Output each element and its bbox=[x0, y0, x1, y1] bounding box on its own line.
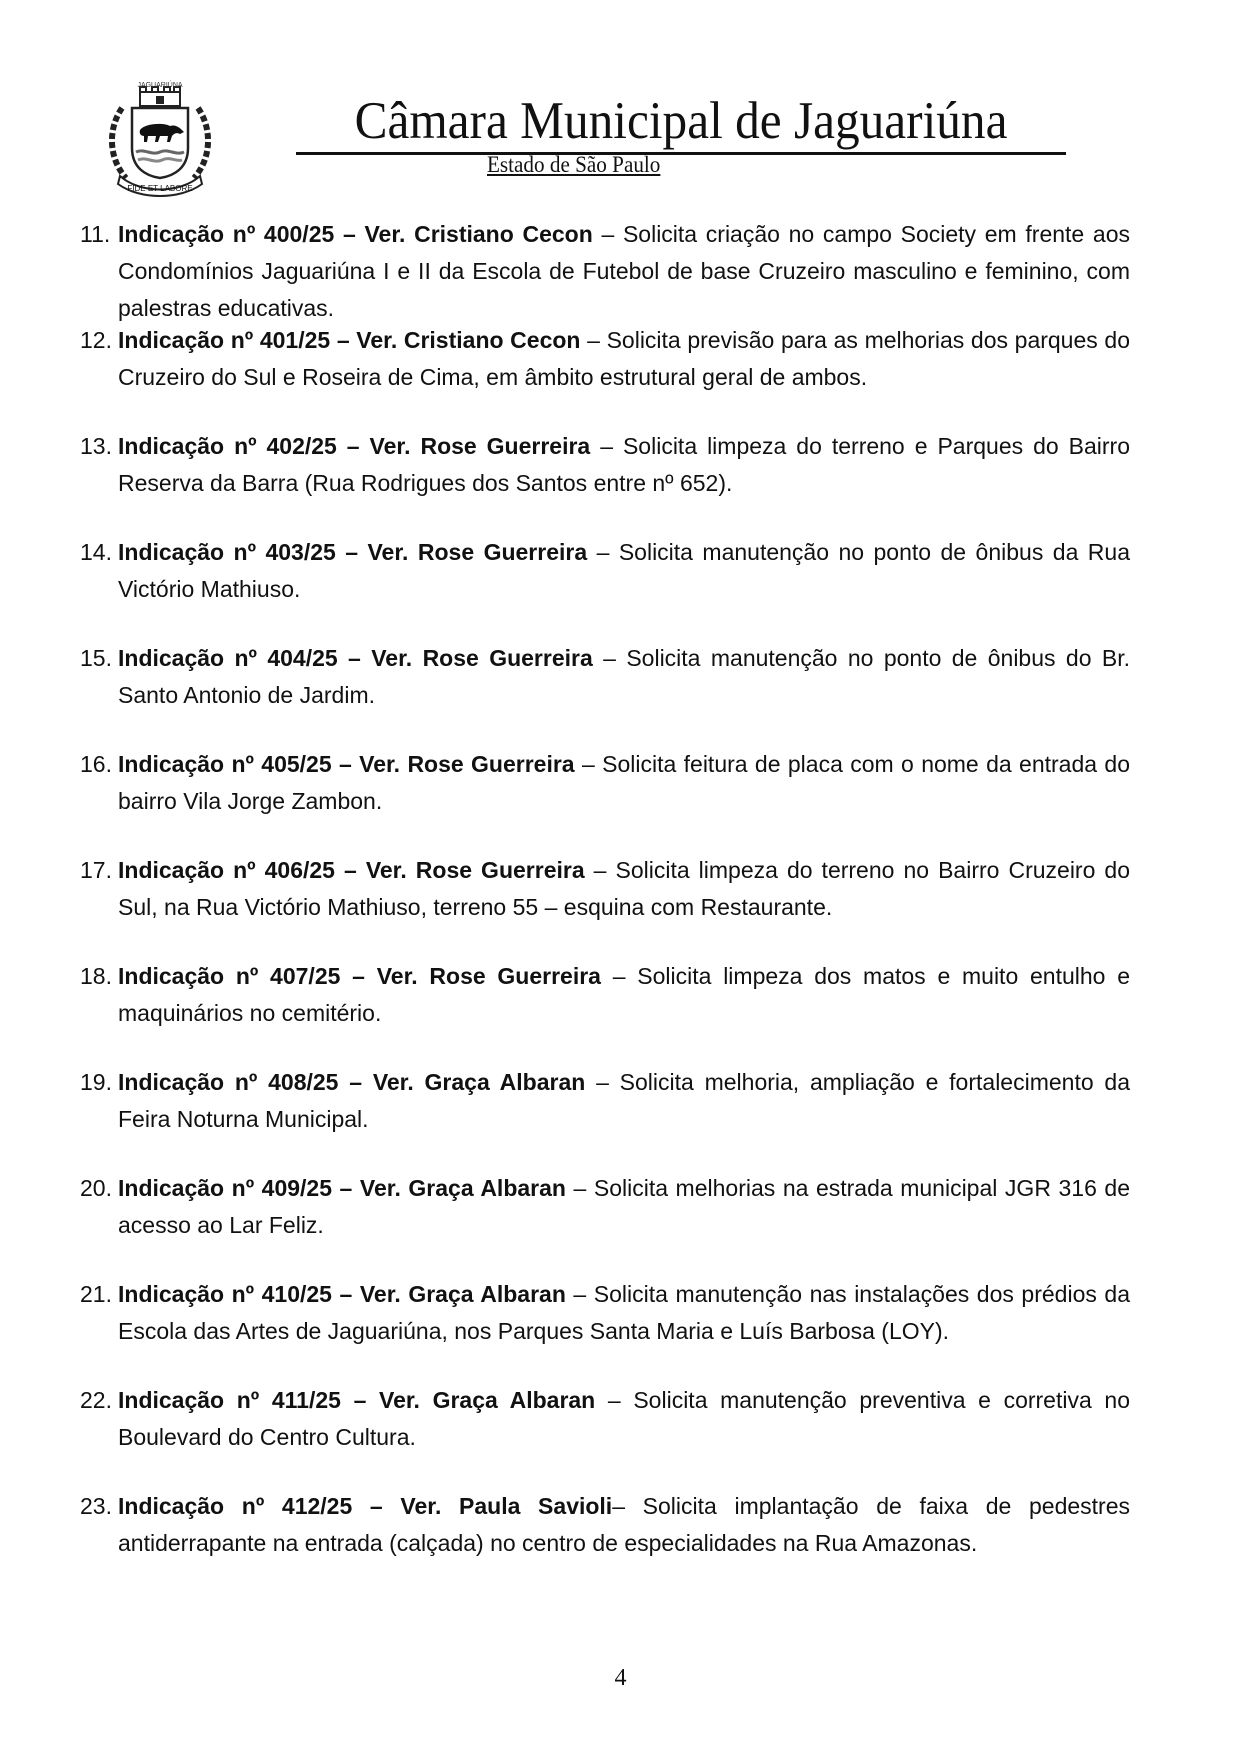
list-item bbox=[68, 958, 1130, 1032]
item-number: 22. bbox=[80, 1387, 112, 1413]
page-number: 4 bbox=[614, 1665, 627, 1691]
crest-top-text: JAGUARIÚNA bbox=[137, 82, 183, 89]
list-item bbox=[68, 852, 1130, 926]
crest-motto: FIDE ET LABORE bbox=[127, 184, 193, 193]
item-number: 14. bbox=[80, 539, 112, 565]
item-lead: Indicação nº 406/25 – Ver. Rose Guerreira bbox=[118, 857, 585, 883]
item-lead: Indicação nº 403/25 – Ver. Rose Guerreira bbox=[118, 539, 588, 565]
page-subtitle: Estado de São Paulo bbox=[487, 152, 661, 177]
item-number: 12. bbox=[80, 327, 112, 353]
list-item bbox=[68, 746, 1130, 820]
item-lead: Indicação nº 410/25 – Ver. Graça Albaran bbox=[118, 1281, 566, 1307]
item-number: 19. bbox=[80, 1069, 112, 1095]
item-lead: Indicação nº 408/25 – Ver. Graça Albaran bbox=[118, 1069, 586, 1095]
item-body: – Solicita limpeza do terreno e Parques do Bairro Reserva da Barra (Rua Rodrigues dos Santos entre nº 652). bbox=[118, 433, 1130, 496]
item-number: 18. bbox=[80, 963, 112, 989]
item-lead: Indicação nº 411/25 – Ver. Graça Albaran bbox=[118, 1387, 596, 1413]
item-body: – Solicita manutenção nas instalações dos prédios da Escola das Artes de Jaguariúna, nos Parques Santa Maria e Luís Barbosa (LOY). bbox=[118, 1281, 1130, 1344]
item-body: – Solicita criação no campo Society em frente aos Condomínios Jaguariúna I e II da Escola de Futebol de base Cruzeiro masculino e feminino, com palestras educativas. bbox=[118, 221, 1130, 321]
item-number: 23. bbox=[80, 1493, 112, 1519]
item-lead: Indicação nº 404/25 – Ver. Rose Guerreira bbox=[118, 645, 593, 671]
item-body: – Solicita manutenção preventiva e corretiva no Boulevard do Centro Cultura. bbox=[118, 1387, 1130, 1450]
item-body: – Solicita feitura de placa com o nome da entrada do bairro Vila Jorge Zambon. bbox=[118, 751, 1130, 814]
item-lead: Indicação nº 402/25 – Ver. Rose Guerreira bbox=[118, 433, 591, 459]
item-body: – Solicita manutenção no ponto de ônibus do Br. Santo Antonio de Jardim. bbox=[118, 645, 1130, 708]
item-number: 15. bbox=[80, 645, 112, 671]
list-item bbox=[68, 216, 1130, 327]
letterhead bbox=[296, 92, 1066, 155]
list-item bbox=[68, 534, 1130, 608]
list-item bbox=[68, 1276, 1130, 1350]
item-body: – Solicita limpeza dos matos e muito entulho e maquinários no cemitério. bbox=[118, 963, 1131, 1026]
item-body: – Solicita manutenção no ponto de ônibus da Rua Victório Mathiuso. bbox=[118, 539, 1131, 602]
list-item bbox=[68, 428, 1130, 502]
item-body: – Solicita previsão para as melhorias dos parques do Cruzeiro do Sul e Roseira de Cima, em âmbito estrutural geral de ambos. bbox=[118, 327, 1130, 390]
item-number: 20. bbox=[80, 1175, 112, 1201]
page-title: Câmara Municipal de Jaguariúna bbox=[296, 92, 1066, 155]
list-item bbox=[68, 640, 1130, 714]
list-item bbox=[68, 1064, 1130, 1138]
list-item bbox=[68, 1488, 1130, 1562]
item-body: – Solicita melhorias na estrada municipal JGR 316 de acesso ao Lar Feliz. bbox=[118, 1175, 1131, 1238]
municipal-crest-icon bbox=[104, 78, 216, 198]
item-body: – Solicita implantação de faixa de pedestres antiderrapante na entrada (calçada) no centro de especialidades na Rua Amazonas. bbox=[118, 1493, 1130, 1556]
list-item bbox=[68, 1382, 1130, 1456]
item-lead: Indicação nº 405/25 – Ver. Rose Guerreira bbox=[118, 751, 575, 777]
item-number: 13. bbox=[80, 433, 112, 459]
item-number: 16. bbox=[80, 751, 112, 777]
item-lead: Indicação nº 407/25 – Ver. Rose Guerreira bbox=[118, 963, 601, 989]
item-lead: Indicação nº 409/25 – Ver. Graça Albaran bbox=[118, 1175, 566, 1201]
item-number: 17. bbox=[80, 857, 112, 883]
item-lead: Indicação nº 412/25 – Ver. Paula Savioli bbox=[118, 1493, 613, 1519]
item-body: – Solicita melhoria, ampliação e fortalecimento da Feira Noturna Municipal. bbox=[118, 1069, 1130, 1132]
item-lead: Indicação nº 401/25 – Ver. Cristiano Cecon bbox=[118, 327, 581, 353]
item-number: 11. bbox=[80, 221, 111, 247]
list-item bbox=[68, 322, 1130, 396]
list-item bbox=[68, 1170, 1130, 1244]
item-body: – Solicita limpeza do terreno no Bairro Cruzeiro do Sul, na Rua Victório Mathiuso, terreno 55 – esquina com Restaurante. bbox=[118, 857, 1130, 920]
item-number: 21. bbox=[80, 1281, 112, 1307]
item-lead: Indicação nº 400/25 – Ver. Cristiano Cecon bbox=[118, 221, 593, 247]
